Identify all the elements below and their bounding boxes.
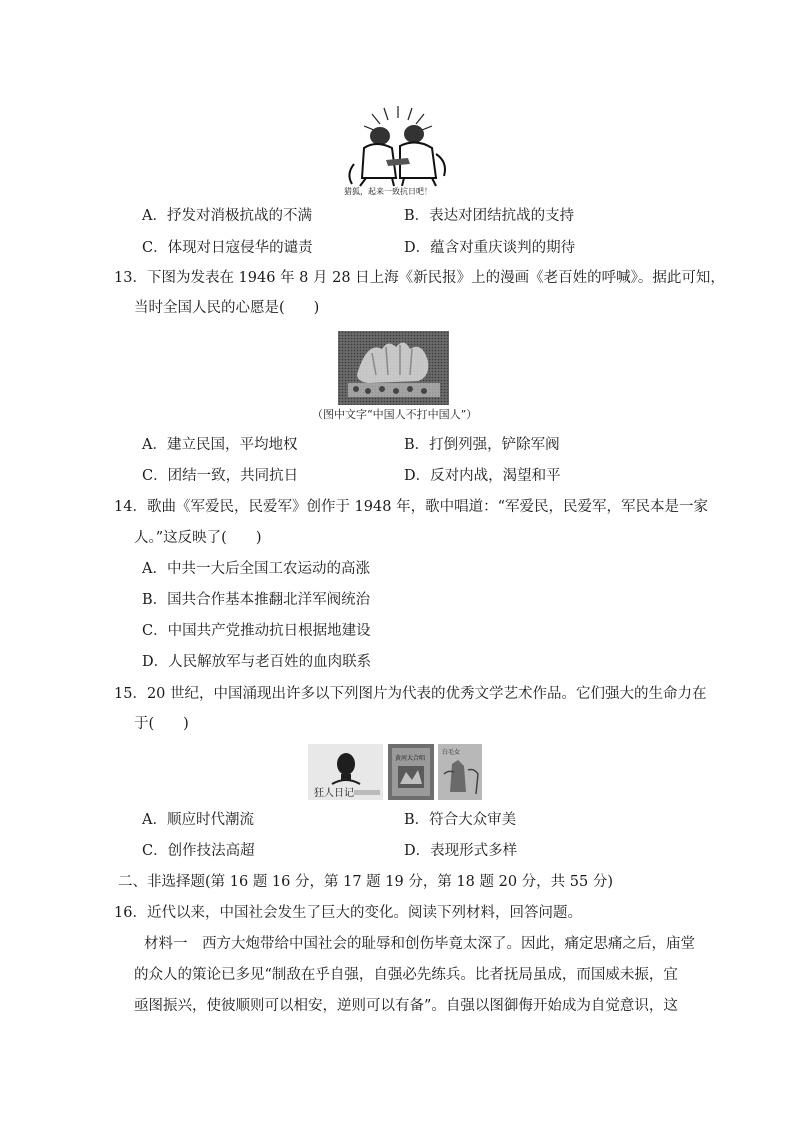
- q15-image-3-drawing: [438, 744, 482, 800]
- q12-cartoon-drawing: [336, 104, 458, 196]
- q14-option-d[interactable]: D．人民解放军与老百姓的血肉联系: [142, 654, 372, 670]
- q13-image-caption: （图中文字“中国人不打中国人”）: [312, 408, 478, 421]
- q15-option-c[interactable]: C．创作技法高超: [142, 843, 255, 859]
- q12-cartoon-image: [336, 104, 458, 196]
- q13-option-d[interactable]: D．反对内战，渴望和平: [404, 468, 561, 484]
- q12-option-b[interactable]: B．表达对团结抗战的支持: [404, 208, 575, 224]
- q15-option-a[interactable]: A．顺应时代潮流: [142, 812, 254, 828]
- q14-stem-line1: 14．歌曲《军爱民，民爱军》创作于 1948 年，歌中唱道：“军爱民，民爱军，军民本是一家: [114, 499, 708, 515]
- q13-stem-line1: 13．下图为发表在 1946 年 8 月 28 日上海《新民报》上的漫画《老百姓的呼喊》。据此可知，: [114, 270, 725, 286]
- q15-option-b[interactable]: B．符合大众审美: [404, 812, 517, 828]
- section2-heading: 二、非选择题(第 16 题 16 分，第 17 题 19 分，第 18 题 20 分，共 55 分): [118, 874, 613, 890]
- q13-option-a[interactable]: A．建立民国，平均地权: [142, 437, 298, 453]
- q15-image-1-text: 狂人日记: [314, 788, 354, 799]
- q14-option-c[interactable]: C．中国共产党推动抗日根据地建设: [142, 623, 371, 639]
- q16-material-line2: 的众人的策论已多见“制敌在乎自强，自强必先练兵。比者抚局虽成，而国威未振，宜: [134, 967, 678, 983]
- q14-stem-line2: 人。”这反映了( ): [134, 530, 262, 546]
- q15-image-2-drawing: [388, 744, 434, 800]
- q13-option-b[interactable]: B．打倒列强，铲除军阀: [404, 437, 560, 453]
- q15-image-baimaonv: [438, 744, 482, 800]
- q12-option-c[interactable]: C．体现对日寇侵华的谴责: [142, 240, 313, 256]
- q12-cartoon-caption: 猎狐，起来一致抗日吧！: [344, 187, 432, 196]
- q13-cartoon-drawing: [338, 331, 449, 405]
- q13-option-c[interactable]: C．团结一致，共同抗日: [142, 468, 299, 484]
- q15-image-2-text: 黄河大合唱: [395, 755, 426, 762]
- q15-stem-line2: 于( ): [134, 716, 189, 732]
- q15-image-1-drawing: [308, 744, 383, 800]
- q12-option-a[interactable]: A．抒发对消极抗战的不满: [142, 208, 312, 224]
- q16-material-line1: 材料一 西方大炮带给中国社会的耻辱和创伤毕竟太深了。因此，痛定思痛之后，庙堂: [144, 936, 695, 952]
- q12-option-d[interactable]: D．蕴含对重庆谈判的期待: [404, 240, 576, 256]
- q15-image-huanghe-dahechang: [388, 744, 434, 800]
- q16-material-line3: 亟图振兴，使彼顺则可以相安，逆则可以有备”。自强以图御侮开始成为自觉意识，这: [134, 998, 678, 1014]
- q15-image-kuangren-riji: [308, 744, 383, 800]
- q14-option-a[interactable]: A．中共一大后全国工农运动的高涨: [142, 561, 370, 577]
- q15-option-d[interactable]: D．表现形式多样: [404, 843, 518, 859]
- q13-stem-line2: 当时全国人民的心愿是( ): [134, 300, 320, 316]
- q16-stem: 16．近代以来，中国社会发生了巨大的变化。阅读下列材料，回答问题。: [114, 905, 582, 921]
- q15-image-3-text: 白毛女: [442, 749, 461, 756]
- q15-stem-line1: 15．20 世纪，中国涌现出许多以下列图片为代表的优秀文学艺术作品。它们强大的生命力在: [114, 686, 707, 702]
- q13-cartoon-image: [338, 331, 449, 405]
- q14-option-b[interactable]: B．国共合作基本推翻北洋军阀统治: [142, 592, 371, 608]
